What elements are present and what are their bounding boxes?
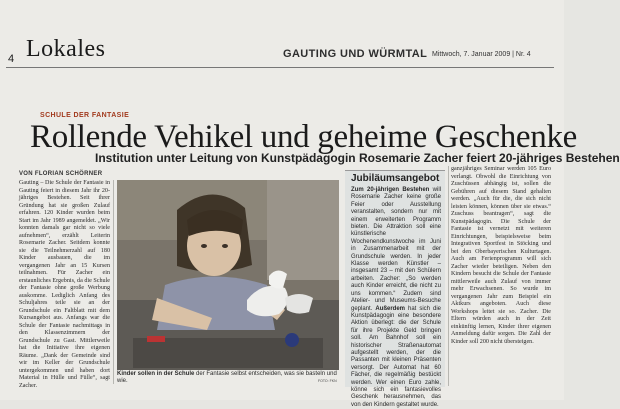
article-headline: Rollende Vehikel und geheime Geschenke [30, 119, 577, 155]
article-photo [117, 180, 339, 370]
photo-credit: FOTO: FKN [318, 379, 337, 383]
article-column-5: ganzjähriges Seminar werden 105 Euro verlangt. Obwohl die Einrichtung von Zuschüssen abhängig ist, sollen die Gebühren auf diesem Stand gehalten werden. „Auch für die, die sich nicht leisten können, können über sie etwas.“ Zuschuss beantragen“, sagt die Kunstpädagogin. Die Schule der Fantasie ist vernetzt mit weiteren Einrichtungen, beispielsweise beim Integrativen Sportfest in Stöcking und bei den Oberbayerischen Kulturtagen. Auch am Ferienprogramm will sich Zacher wieder beteiligen. Neben den Kindern besucht die Schule der Fantasie mittlerweile auch Zulauf von immer mehr Erwachsenen. So wurde im vergangenen Jahr zum Beispiel ein Aktkurs angeboten. Auch diese Workshops leitet sie so. Zacher. Die Eltern würden auch in der Zeit einkünftig lernen, Kinder ihrer eigenen Anmeldung dafür sorgen. Die Zahl der Kinder soll 200 nicht übersteigen. [451, 166, 551, 345]
info-box-text [351, 187, 441, 409]
page-number: 4 [8, 53, 15, 65]
article-byline: VON FLORIAN SCHÖRNER [19, 171, 103, 177]
page-header [0, 35, 564, 65]
photo-caption-lead: Kinder sollen in der Schule [117, 371, 195, 377]
info-box-title: Jubiläumsangebot [351, 173, 440, 184]
article-kicker: SCHULE DER FANTASIE [40, 112, 130, 119]
dateline: Mittwoch, 7. Januar 2009 | Nr. 4 [432, 51, 531, 58]
info-box-extra-lead: Außerdem [375, 305, 406, 312]
article-column-1: Gauting – Die Schule der Fantasie in Gauting feiert in diesem Jahr ihr 20-jähriges Bestehen. Seit ihrer Gründung hat sie großen Zulauf erfahren. 120 Kinder wurden beim Start im Jahr 1989 angemeldet. „Wir konnten damals gar nicht so viele aufnehmen“, erzählt Leiterin Rosemarie Zacher. Seitdem konnte sie die Teilnehmerzahl auf 180 Kinder ausbauen, die im vergangenen Jahr an 15 Kursen teilnahmen. Für Zacher ein erstaunliches Ergebnis, da die Schule der Fantasie ohne große Werbung auskomme. Lediglich Anfang des Schuljahres teile sie an der Grundschule ein Faltblatt mit dem Kursangebot aus. Anfangs war die Schule der Fantasie nachmittags in den Klassenzimmern der Grundschule zu Gast. Mittlerweile hat die Initiative ihre eigenen Räume. „Dank der Gemeinde sind wir im Keller der Grundschule untergekommen und haben dort Material in Hülle und Fülle“, sagt Zacher. [19, 180, 110, 389]
info-box-para-1: will Rosemarie Zacher keine große Feier oder Ausstellung veranstalten, sondern nur mit einem erweiterten Programm bieten. Die Attraktion soll eine künstlerische Wochenendkunstwoche im Juni in Zusammenarbeit mit der Grundschule werden. In jeder Klasse werden Künstler – insgesamt 23 – mit den Schülern arbeiten. Zacher: „So werden auch Kinder erreicht, die nicht zu uns kommen.“ Zudem sind Atelier- und Museums-Besuche geplant. [351, 187, 441, 312]
column-divider [113, 180, 114, 384]
photo-caption [117, 371, 339, 385]
info-box [345, 170, 445, 408]
region-title: GAUTING UND WÜRMTAL [283, 48, 428, 60]
section-title: Lokales [26, 36, 106, 62]
column-divider [448, 166, 449, 386]
article-subhead: Institution unter Leitung von Kunstpädagogin Rosemarie Zacher feiert 20-jähriges Bestehen [95, 151, 620, 165]
info-box-lead: Zum 20-jährigen Bestehen [351, 187, 430, 193]
info-box-para-2: hat sich die Kunstpädagogin eine besondere Aktion überlegt: die der Schule für ihre Projekte Geld bringen soll. Am Bahnhof soll ein historischer Straßenautomat aufgestellt werden, der die Passanten mit kleinen Präsenten versorgt. Der Automat hat 60 Fächer, die regelmäßig bestückt werden. Wer einen Euro zahle, könne sich ein fantasievolles Geschenk herausnehmen, das von den Kindern gestaltet wurde. [351, 305, 441, 408]
photo-child-crafting [117, 180, 339, 370]
header-rule [6, 67, 554, 68]
photo-caption-text: der Fantasie selbst entscheiden, was sie basteln und wie. [117, 371, 337, 385]
